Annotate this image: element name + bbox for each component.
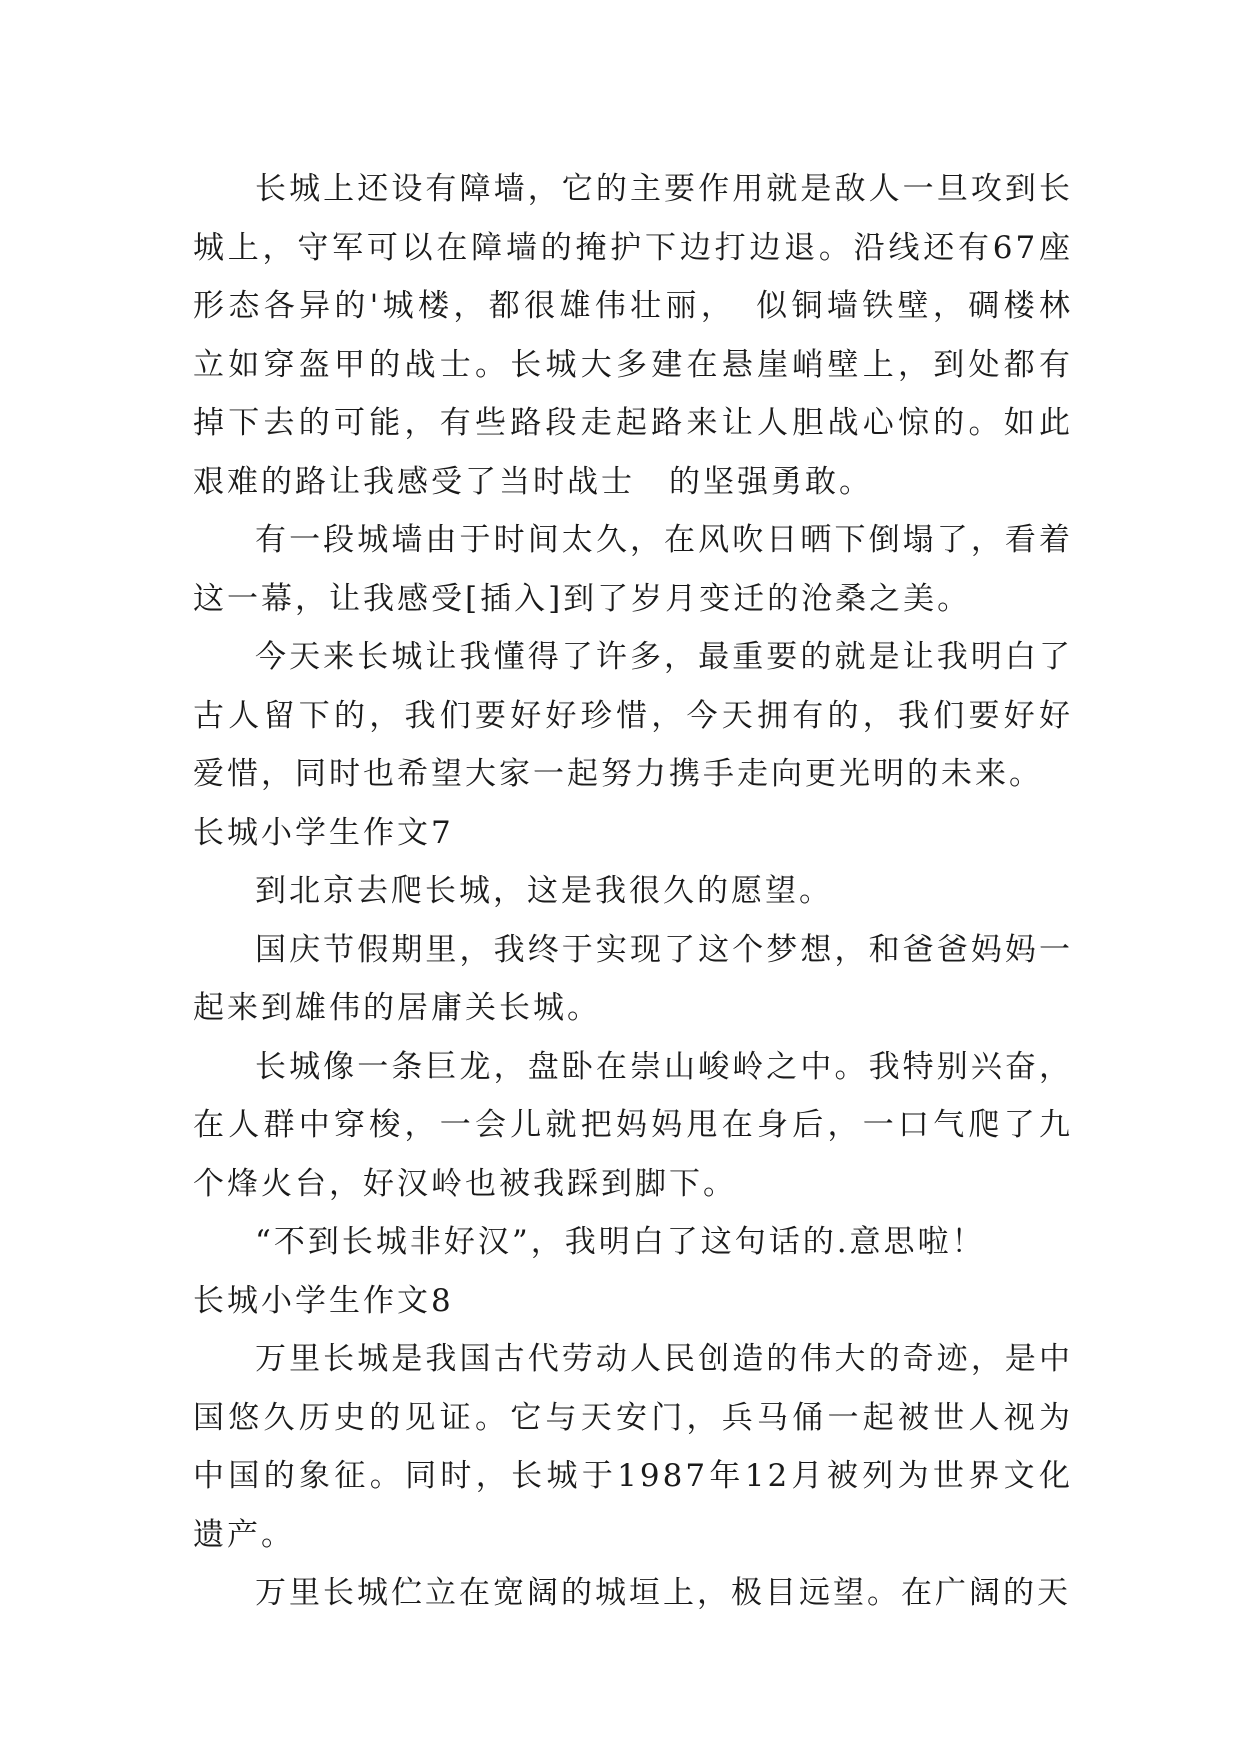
paragraph: 万里长城是我国古代劳动人民创造的伟大的奇迹，是中国悠久历史的见证。它与天安门，兵马俑一起被世人视为中国的象征。同时，长城于1987年12月被列为世界文化遗产。 <box>193 1341 1073 1553</box>
paragraph: 长城上还设有障墙，它的主要作用就是敌人一旦攻到长城上，守军可以在障墙的掩护下边打边退。沿线还有67座形态各异的'城楼，都很雄伟壮丽， 似铜墙铁壁，碉楼林立如穿盔甲的战士。长城大多建在悬崖峭壁上，到处都有掉下去的可能，有些路段走起路来让人胆战心惊的。如此艰难的路让我感受了当时战士 的坚强勇敢。 <box>193 171 1073 500</box>
section-heading: 长城小学生作文8 <box>193 1282 454 1319</box>
section-heading: 长城小学生作文7 <box>193 814 454 851</box>
paragraph: “不到长城非好汉”，我明白了这句话的.意思啦！ <box>255 1224 986 1260</box>
paragraph: 万里长城伫立在宽阔的城垣上，极目远望。在广阔的天 <box>255 1575 1071 1611</box>
paragraph: 今天来长城让我懂得了许多，最重要的就是让我明白了古人留下的，我们要好好珍惜，今天拥有的，我们要好好爱惜，同时也希望大家一起努力携手走向更光明的未来。 <box>193 639 1073 792</box>
paragraph: 长城像一条巨龙，盘卧在崇山峻岭之中。我特别兴奋，在人群中穿梭，一会儿就把妈妈甩在身后，一口气爬了九个烽火台，好汉岭也被我踩到脚下。 <box>193 1048 1073 1202</box>
paragraph: 国庆节假期里，我终于实现了这个梦想，和爸爸妈妈一起来到雄伟的居庸关长城。 <box>193 931 1073 1026</box>
paragraph: 有一段城墙由于时间太久，在风吹日晒下倒塌了，看着这一幕，让我感受[插入]到了岁月变迁的沧桑之美。 <box>193 522 1073 617</box>
paragraph: 到北京去爬长城，这是我很久的愿望。 <box>255 873 833 909</box>
document-body <box>193 160 1073 1623</box>
